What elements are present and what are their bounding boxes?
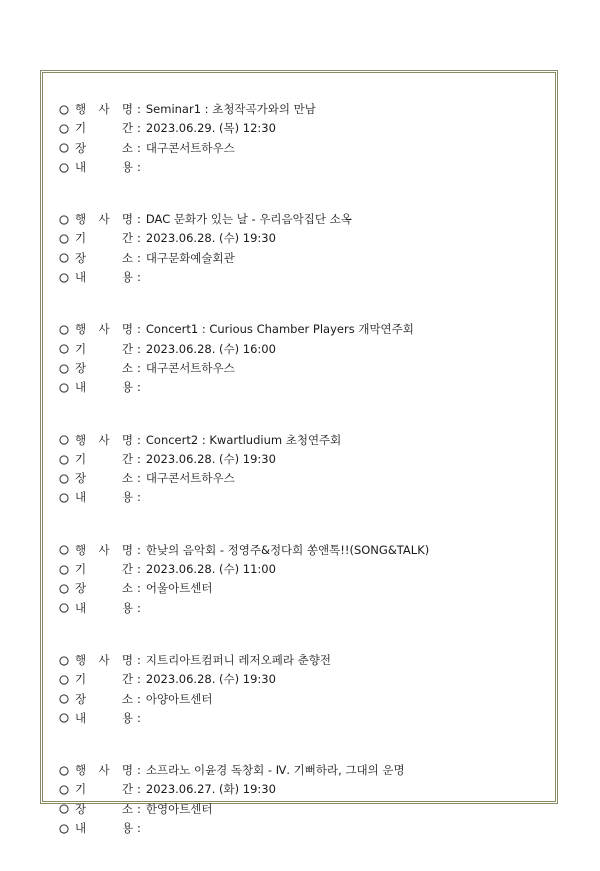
circle-bullet-icon [58, 674, 69, 685]
event-period-row [58, 229, 548, 248]
event-period-row [58, 450, 548, 469]
colon: : [137, 451, 141, 466]
circle-bullet-icon [58, 545, 69, 556]
circle-bullet-icon [58, 694, 69, 705]
event-item [58, 100, 548, 177]
colon: : [137, 270, 141, 285]
event-place-label: 장 소 [75, 140, 133, 155]
event-place-value: 어울아트센터 [145, 581, 213, 596]
circle-bullet-icon [58, 804, 69, 815]
colon: : [137, 322, 141, 337]
colon: : [137, 102, 141, 116]
event-content-label: 내 용 [75, 600, 133, 615]
circle-bullet-icon [58, 162, 69, 173]
event-place-value: 대구콘서트하우스 [145, 360, 235, 375]
event-place-label: 장 소 [75, 581, 133, 596]
colon: : [137, 432, 141, 447]
colon: : [137, 380, 141, 395]
colon: : [137, 763, 141, 778]
event-name-label: 행 사 명 [75, 763, 133, 778]
colon: : [137, 471, 141, 486]
event-name-value: 소프라노 이윤경 독창회 - Ⅳ. 기뻐하라, 그대의 운명 [145, 763, 405, 778]
colon: : [137, 231, 141, 246]
circle-bullet-icon [58, 143, 69, 154]
circle-bullet-icon [58, 823, 69, 834]
circle-bullet-icon [58, 655, 69, 666]
event-period-label: 기 간 [75, 672, 133, 687]
colon: : [137, 121, 141, 136]
event-period-value: 2023.06.28. (수) 16:00 [145, 341, 276, 356]
event-period-value: 2023.06.28. (수) 19:30 [145, 672, 276, 687]
colon: : [137, 159, 141, 174]
event-name-value: DAC 문화가 있는 날 - 우리음악집단 소옥 [145, 212, 352, 227]
event-list [58, 100, 548, 871]
event-name-label: 행 사 명 [75, 212, 133, 227]
event-period-value: 2023.06.28. (수) 19:30 [145, 231, 276, 246]
event-name-row [58, 320, 548, 339]
colon: : [137, 250, 141, 265]
circle-bullet-icon [58, 454, 69, 465]
colon: : [137, 490, 141, 505]
event-period-row [58, 780, 548, 799]
event-name-row [58, 100, 548, 119]
event-place-row [58, 139, 548, 158]
event-period-value: 2023.06.28. (수) 11:00 [145, 562, 276, 577]
event-place-row [58, 690, 548, 709]
event-content-row [58, 599, 548, 618]
event-content-row [58, 268, 548, 287]
event-content-row [58, 488, 548, 507]
event-name-value: 지트리아트컴퍼니 레저오페라 춘향전 [145, 652, 331, 667]
circle-bullet-icon [58, 435, 69, 446]
event-period-label: 기 간 [75, 341, 133, 356]
event-name-value: Seminar1 : 초청작곡가와의 만남 [145, 102, 316, 116]
circle-bullet-icon [58, 253, 69, 264]
circle-bullet-icon [58, 473, 69, 484]
circle-bullet-icon [58, 765, 69, 776]
event-place-value: 대구콘서트하우스 [145, 471, 235, 486]
event-name-label: 행 사 명 [75, 652, 133, 667]
event-name-row [58, 541, 548, 560]
event-content-label: 내 용 [75, 380, 133, 395]
event-name-value: Concert1 : Curious Chamber Players 개막연주회 [145, 322, 414, 337]
event-item [58, 651, 548, 728]
event-place-label: 장 소 [75, 471, 133, 486]
event-name-row [58, 431, 548, 450]
event-item [58, 320, 548, 397]
circle-bullet-icon [58, 344, 69, 355]
event-place-value: 한영아트센터 [145, 801, 213, 816]
event-content-row [58, 158, 548, 177]
colon: : [137, 801, 141, 816]
event-place-value: 아양아트센터 [145, 691, 213, 706]
colon: : [137, 140, 141, 155]
event-item [58, 431, 548, 508]
circle-bullet-icon [58, 382, 69, 393]
colon: : [137, 360, 141, 375]
colon: : [137, 600, 141, 615]
circle-bullet-icon [58, 123, 69, 134]
event-period-row [58, 119, 548, 138]
event-content-label: 내 용 [75, 710, 133, 725]
colon: : [137, 562, 141, 577]
event-content-label: 내 용 [75, 490, 133, 505]
event-period-row [58, 340, 548, 359]
event-name-row [58, 210, 548, 229]
circle-bullet-icon [58, 325, 69, 336]
colon: : [137, 212, 141, 227]
circle-bullet-icon [58, 234, 69, 245]
event-name-row [58, 761, 548, 780]
circle-bullet-icon [58, 493, 69, 504]
event-name-row [58, 651, 548, 670]
colon: : [137, 672, 141, 687]
event-content-row [58, 378, 548, 397]
event-item [58, 210, 548, 287]
event-content-label: 내 용 [75, 159, 133, 174]
event-content-row [58, 709, 548, 728]
event-period-label: 기 간 [75, 782, 133, 797]
event-period-row [58, 560, 548, 579]
circle-bullet-icon [58, 713, 69, 724]
event-name-label: 행 사 명 [75, 432, 133, 447]
colon: : [137, 710, 141, 725]
circle-bullet-icon [58, 785, 69, 796]
event-content-label: 내 용 [75, 270, 133, 285]
event-place-row [58, 800, 548, 819]
circle-bullet-icon [58, 363, 69, 374]
colon: : [137, 782, 141, 797]
event-place-label: 장 소 [75, 801, 133, 816]
circle-bullet-icon [58, 214, 69, 225]
event-period-label: 기 간 [75, 231, 133, 246]
event-place-label: 장 소 [75, 250, 133, 265]
event-period-row [58, 670, 548, 689]
event-place-row [58, 359, 548, 378]
event-content-label: 내 용 [75, 821, 133, 836]
event-place-value: 대구문화예술회관 [145, 250, 235, 265]
event-name-value: Concert2 : Kwartludium 초청연주회 [145, 432, 342, 447]
event-content-row [58, 819, 548, 838]
event-period-value: 2023.06.29. (목) 12:30 [145, 121, 276, 136]
event-period-value: 2023.06.27. (화) 19:30 [145, 782, 276, 797]
event-place-label: 장 소 [75, 360, 133, 375]
event-name-label: 행 사 명 [75, 542, 133, 557]
event-place-row [58, 249, 548, 268]
event-name-label: 행 사 명 [75, 322, 133, 337]
colon: : [137, 542, 141, 557]
event-place-row [58, 469, 548, 488]
event-name-value: 한낮의 음악회 - 정영주&정다희 쏭앤톡!!(SONG&TALK) [145, 542, 430, 557]
colon: : [137, 581, 141, 596]
colon: : [137, 821, 141, 836]
colon: : [137, 341, 141, 356]
event-item [58, 541, 548, 618]
event-place-value: 대구콘서트하우스 [145, 140, 235, 155]
event-period-label: 기 간 [75, 121, 133, 136]
event-item [58, 761, 548, 838]
circle-bullet-icon [58, 104, 69, 115]
circle-bullet-icon [58, 583, 69, 594]
circle-bullet-icon [58, 564, 69, 575]
event-name-label: 행 사 명 [75, 102, 133, 116]
circle-bullet-icon [58, 603, 69, 614]
colon: : [137, 652, 141, 667]
event-period-value: 2023.06.28. (수) 19:30 [145, 451, 276, 466]
event-period-label: 기 간 [75, 562, 133, 577]
event-period-label: 기 간 [75, 451, 133, 466]
event-place-row [58, 579, 548, 598]
event-place-label: 장 소 [75, 691, 133, 706]
colon: : [137, 691, 141, 706]
circle-bullet-icon [58, 272, 69, 283]
